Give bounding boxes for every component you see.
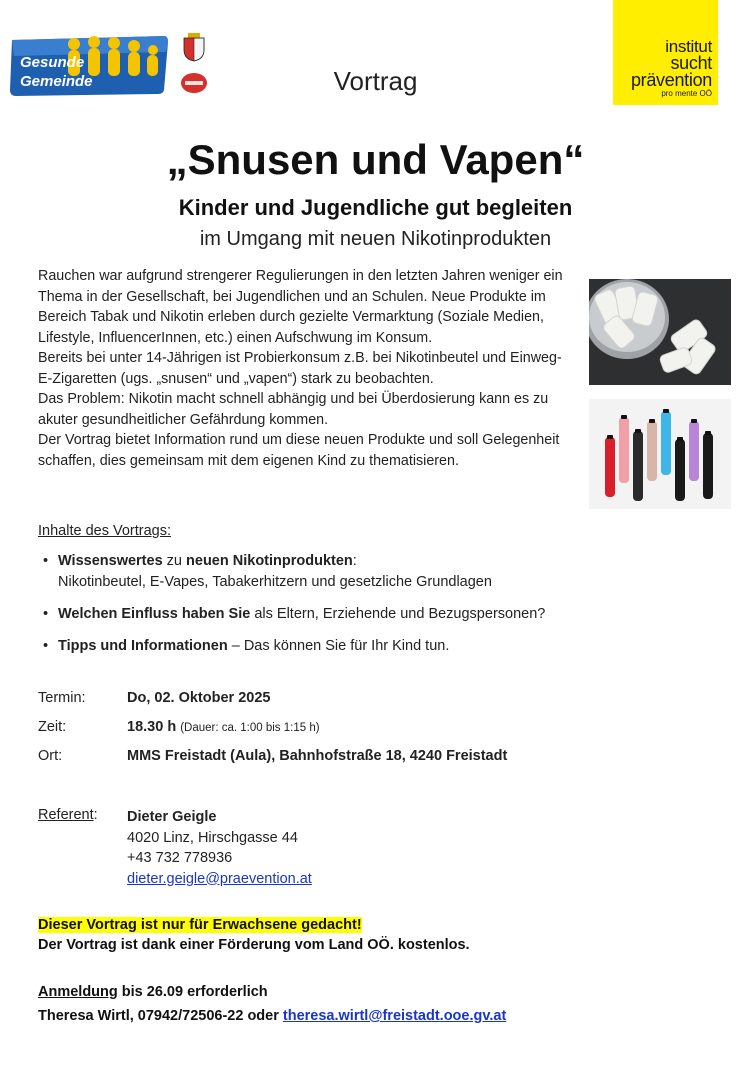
logo-line-sucht: sucht	[670, 53, 712, 73]
free-note: Der Vortrag ist dank einer Förderung vom Land OÖ. kostenlos.	[38, 937, 470, 953]
nicotine-pouches-photo	[589, 279, 731, 385]
time-value: 18.30 h	[127, 719, 177, 735]
item2-text: als Eltern, Erziehende und Bezugspersonen?	[250, 606, 546, 622]
e-cigarettes-photo	[589, 399, 731, 509]
item1-bold1: Wissenswertes	[58, 553, 163, 569]
registration-line	[38, 984, 268, 1000]
item1-text1: zu	[162, 553, 187, 569]
intro-paragraph-1: Rauchen war aufgrund strengerer Regulierungen in den letzten Jahren weniger ein Thema in der Gesellschaft, bei Jugendlichen und an Schulen. Neue Produkte im Bereich Tabak und Nikotin erleben durch gezielte Vermarktung (Soziale Medien, Lifestyle, InfluencerInnen, etc.) einen Aufschwung im Konsum.	[38, 268, 563, 346]
item2-bold: Welchen Einfluss haben Sie	[58, 606, 251, 622]
gg-logo-line2: Gemeinde	[20, 73, 93, 90]
intro-paragraph-3: Das Problem: Nikotin macht schnell abhängig und bei Überdosierung kann es zu akuter gesundheitlicher Gefährdung kommen.	[38, 391, 549, 428]
list-item	[38, 551, 598, 593]
speaker-label: Referent	[38, 807, 94, 823]
contents-list	[38, 551, 598, 668]
registration-label: Anmeldung	[38, 984, 118, 1000]
speaker-email-link[interactable]: dieter.geigle@praevention.at	[127, 870, 312, 887]
intro-paragraph-2: Bereits bei unter 14-Jährigen ist Probierkonsum z.B. bei Nikotinbeutel und Einweg-E-Zigaretten (ugs. „snusen“ und „vapen“) stark zu beobachten.	[38, 350, 562, 387]
speaker-block	[38, 807, 312, 887]
speaker-name: Dieter Geigle	[127, 809, 217, 825]
logo-line-pro-mente: pro mente OÖ	[661, 89, 712, 98]
time-label: Zeit:	[38, 719, 67, 735]
time-note: (Dauer: ca. 1:00 bis 1:15 h)	[180, 722, 320, 734]
place-value: MMS Freistadt (Aula), Bahnhofstraße 18, 4240 Freistadt	[127, 748, 508, 764]
date-label: Termin:	[38, 690, 86, 706]
item1-line2: Nikotinbeutel, E-Vapes, Tabakerhitzern und gesetzliche Grundlagen	[58, 574, 492, 590]
speaker-address: 4020 Linz, Hirschgasse 44	[127, 829, 298, 846]
date-value: Do, 02. Oktober 2025	[127, 690, 271, 706]
registration-text: bis 26.09 erforderlich	[117, 984, 268, 1000]
upper-austria-crest-icon	[182, 32, 206, 62]
item1-bold2: neuen Nikotinprodukten	[186, 553, 353, 569]
item1-text2: :	[352, 553, 357, 569]
item3-text: – Das können Sie für Ihr Kind tun.	[227, 638, 450, 654]
logo-line-institut: institut	[665, 37, 712, 56]
list-item	[38, 636, 598, 657]
subtitle-secondary: im Umgang mit neuen Nikotinprodukten	[199, 228, 552, 250]
logo-line-praevention: prävention	[630, 70, 712, 90]
speaker-details	[127, 807, 312, 889]
event-type: Vortrag	[333, 66, 418, 96]
speaker-label-colon: :	[93, 807, 98, 823]
place-label: Ort:	[38, 748, 63, 764]
page-title: „Snusen und Vapen“	[166, 136, 585, 183]
adults-only-note	[38, 917, 362, 933]
registration-contact	[38, 1008, 506, 1024]
intro-text	[38, 266, 566, 471]
registration-email-link[interactable]: theresa.wirtl@freistadt.ooe.gv.at	[282, 1008, 507, 1024]
adults-only-text: Dieser Vortrag ist nur für Erwachsene gedacht!	[38, 917, 362, 933]
registration-contact-text: Theresa Wirtl, 07942/72506-22 oder	[38, 1008, 283, 1024]
speaker-label-group	[38, 807, 98, 823]
time-value-group	[127, 719, 320, 735]
contents-heading: Inhalte des Vortrags:	[38, 523, 171, 539]
item3-bold: Tipps und Informationen	[58, 638, 228, 654]
intro-paragraph-4: Der Vortrag bietet Information rund um diese neuen Produkte und soll Gelegenheit schaffen, dies gemeinsam mit dem eigenen Kind zu thematisieren.	[38, 432, 560, 469]
gg-logo-line1: Gesunde	[20, 54, 85, 71]
list-item	[38, 604, 598, 625]
speaker-phone: +43 732 778936	[127, 850, 233, 866]
subtitle: Kinder und Jugendliche gut begleiten	[178, 195, 573, 220]
